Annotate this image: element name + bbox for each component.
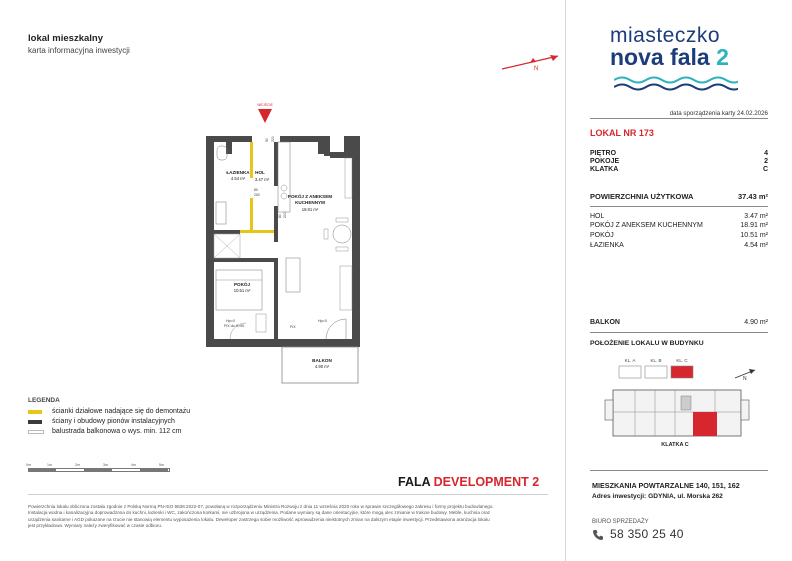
scale-label: 2m	[75, 463, 80, 467]
plan-bath-area: 4.54 m²	[230, 176, 246, 181]
row-area	[590, 192, 768, 201]
sales-phone: 58 350 25 40	[610, 527, 684, 541]
area-label: POWIERZCHNIA UŻYTKOWA	[590, 192, 694, 201]
stair-label: KLATKA	[590, 166, 619, 173]
room-row	[590, 242, 768, 251]
divider-area	[590, 206, 768, 207]
scale-label: 3m	[103, 463, 108, 467]
plan-balc-area: 4.90 m²	[314, 364, 330, 369]
doc-subtitle: karta informacyjna inwestycji	[28, 46, 130, 55]
room-row	[590, 213, 768, 222]
stair-tab-c: KL. C	[676, 358, 688, 363]
plan-living-name2: KUCHENNYM	[295, 200, 325, 205]
plan-hol-name: HOL	[255, 170, 265, 175]
door-mark: 200	[254, 193, 260, 197]
room-area: 4.54 m²	[744, 242, 768, 249]
scale-label: 5m	[159, 463, 164, 467]
brand-name-text: nova fala	[610, 44, 710, 70]
legend-text: balustrada balkonowa o wys. min. 112 cm	[52, 428, 182, 435]
investment-line2: Adres inwestycji: GDYNIA, ul. Morska 262	[592, 493, 723, 500]
scale-label: 0m	[26, 463, 31, 467]
sill-mark: FIX	[290, 325, 296, 329]
room-area: 10.51 m²	[740, 232, 768, 239]
stair-tab-b: KL. B	[650, 358, 662, 363]
legend-title: LEGENDA	[28, 397, 60, 404]
room-area: 3.47 m²	[744, 213, 768, 220]
compass-n-label: N	[534, 66, 539, 72]
legend-swatch	[28, 430, 44, 434]
brand-line2	[610, 44, 729, 71]
stair-caption: KLATKA C	[661, 442, 689, 448]
wave-icon	[614, 76, 738, 92]
investment-line1: MIESZKANIA POWTARZALNE 140, 151, 162	[592, 481, 740, 490]
divider-vertical	[565, 0, 566, 561]
divider-location	[590, 470, 768, 471]
plan-bed-area: 10.51 m²	[233, 288, 251, 293]
legend-text: ścianki działowe nadające się do demontażu	[52, 408, 191, 415]
unit-title: LOKAL NR 173	[590, 128, 654, 138]
legend-swatch	[28, 410, 42, 414]
rooms-label: POKOJE	[590, 158, 620, 165]
stair-value: C	[762, 166, 768, 173]
doc-title: lokal mieszkalny	[28, 33, 103, 44]
room-row	[590, 232, 768, 241]
row-balcony	[590, 319, 768, 328]
divider-balcony	[590, 332, 768, 333]
developer-logo	[398, 475, 539, 489]
mini-compass-n: N	[743, 376, 747, 382]
door-mark: 200	[283, 212, 287, 218]
room-area: 18.91 m²	[740, 222, 768, 229]
developer-part1: FALA	[398, 475, 431, 489]
location-title: POŁOŻENIE LOKALU W BUDYNKU	[590, 340, 704, 347]
legend-swatch	[28, 420, 42, 424]
phone-icon	[592, 529, 604, 541]
entrance-arrow-icon	[258, 109, 272, 123]
compass-icon	[500, 50, 562, 72]
floor-plan	[190, 98, 380, 390]
brand-number: 2	[716, 44, 729, 70]
sill-mark: Hp=0	[226, 319, 235, 323]
brand-logo	[610, 24, 760, 96]
sill-mark: FIX do H=90	[224, 324, 245, 328]
stair-tab-a: KL. A	[624, 358, 636, 363]
rooms-value: 2	[764, 158, 768, 165]
room-name: HOL	[590, 213, 605, 220]
sill-mark: Hp=0	[318, 319, 327, 323]
disclaimer-text: Powierzchnia lokalu obliczona została zgodnie z Polską Normą PN-ISO 9836:2022-07, powołaną w rozporządzeniu Ministra Rozwoju z dnia 11 września 2020 roku w sprawie szczegółowego zakresu i formy projektu budowlanego. Instalacja wodna i kanalizacyjna doprowadzona do kuchni, łazienki i WC, zakończona korkami, nie uzbrojona w urządzenia. Podane wymiary są dane orientacyjne, które mogą ulec zmianie w trakcie budowy. Meble, kuchnia oraz urządzenia sanitarne i AGD pokazane na rzucie nie stanowią elementu wyposażenia lokalu. Deweloper zastrzega sobie możliwość wprowadzenia nieistotnych zmian na dalszym etapie inwestycji. Przedstawiona aranżacja lokalu jest przykładowa. Wymiary należy zweryfikować w czasie odbioru.	[28, 504, 494, 528]
balcony-value: 4.90 m²	[744, 319, 768, 326]
developer-part2: DEVELOPMENT 2	[433, 475, 540, 489]
balcony-label: BALKON	[590, 319, 620, 326]
door-mark: 90	[265, 138, 269, 142]
date-label: data sporządzenia karty 24.02.2026	[669, 110, 768, 117]
entrance-label: WEJŚCIE	[257, 103, 273, 107]
divider-footer	[28, 494, 548, 495]
plan-bed-name: POKÓJ	[233, 282, 251, 287]
plan-living-name1: POKÓJ Z ANEKSEM	[287, 194, 333, 199]
scale-label: 4m	[131, 463, 136, 467]
door-mark: 200	[271, 136, 275, 142]
scale-label: 1m	[47, 463, 52, 467]
plan-bath-name: ŁAZIENKA	[226, 170, 250, 175]
room-name: POKÓJ	[590, 232, 614, 239]
brand-line1: miasteczko	[610, 24, 721, 47]
area-value: 37.43 m²	[737, 192, 768, 201]
row-stair	[590, 166, 768, 175]
divider-date	[590, 118, 768, 119]
floor-value: 4	[764, 150, 768, 157]
room-name: ŁAZIENKA	[590, 242, 624, 249]
building-location-plan	[595, 356, 770, 448]
room-name: POKÓJ Z ANEKSEM KUCHENNYM	[590, 222, 703, 229]
room-row	[590, 222, 768, 231]
plan-hol-area: 3.47 m²	[254, 177, 270, 182]
legend-text: ściany i obudowy pionów instalacyjnych	[52, 418, 175, 425]
plan-living-area: 18.91 m²	[301, 207, 319, 212]
door-mark: 80	[254, 188, 258, 192]
sales-label: BIURO SPRZEDAŻY	[592, 519, 649, 525]
floor-label: PIĘTRO	[590, 150, 617, 157]
plan-balc-name: BALKON	[312, 358, 332, 363]
door-mark: 80	[278, 214, 282, 218]
